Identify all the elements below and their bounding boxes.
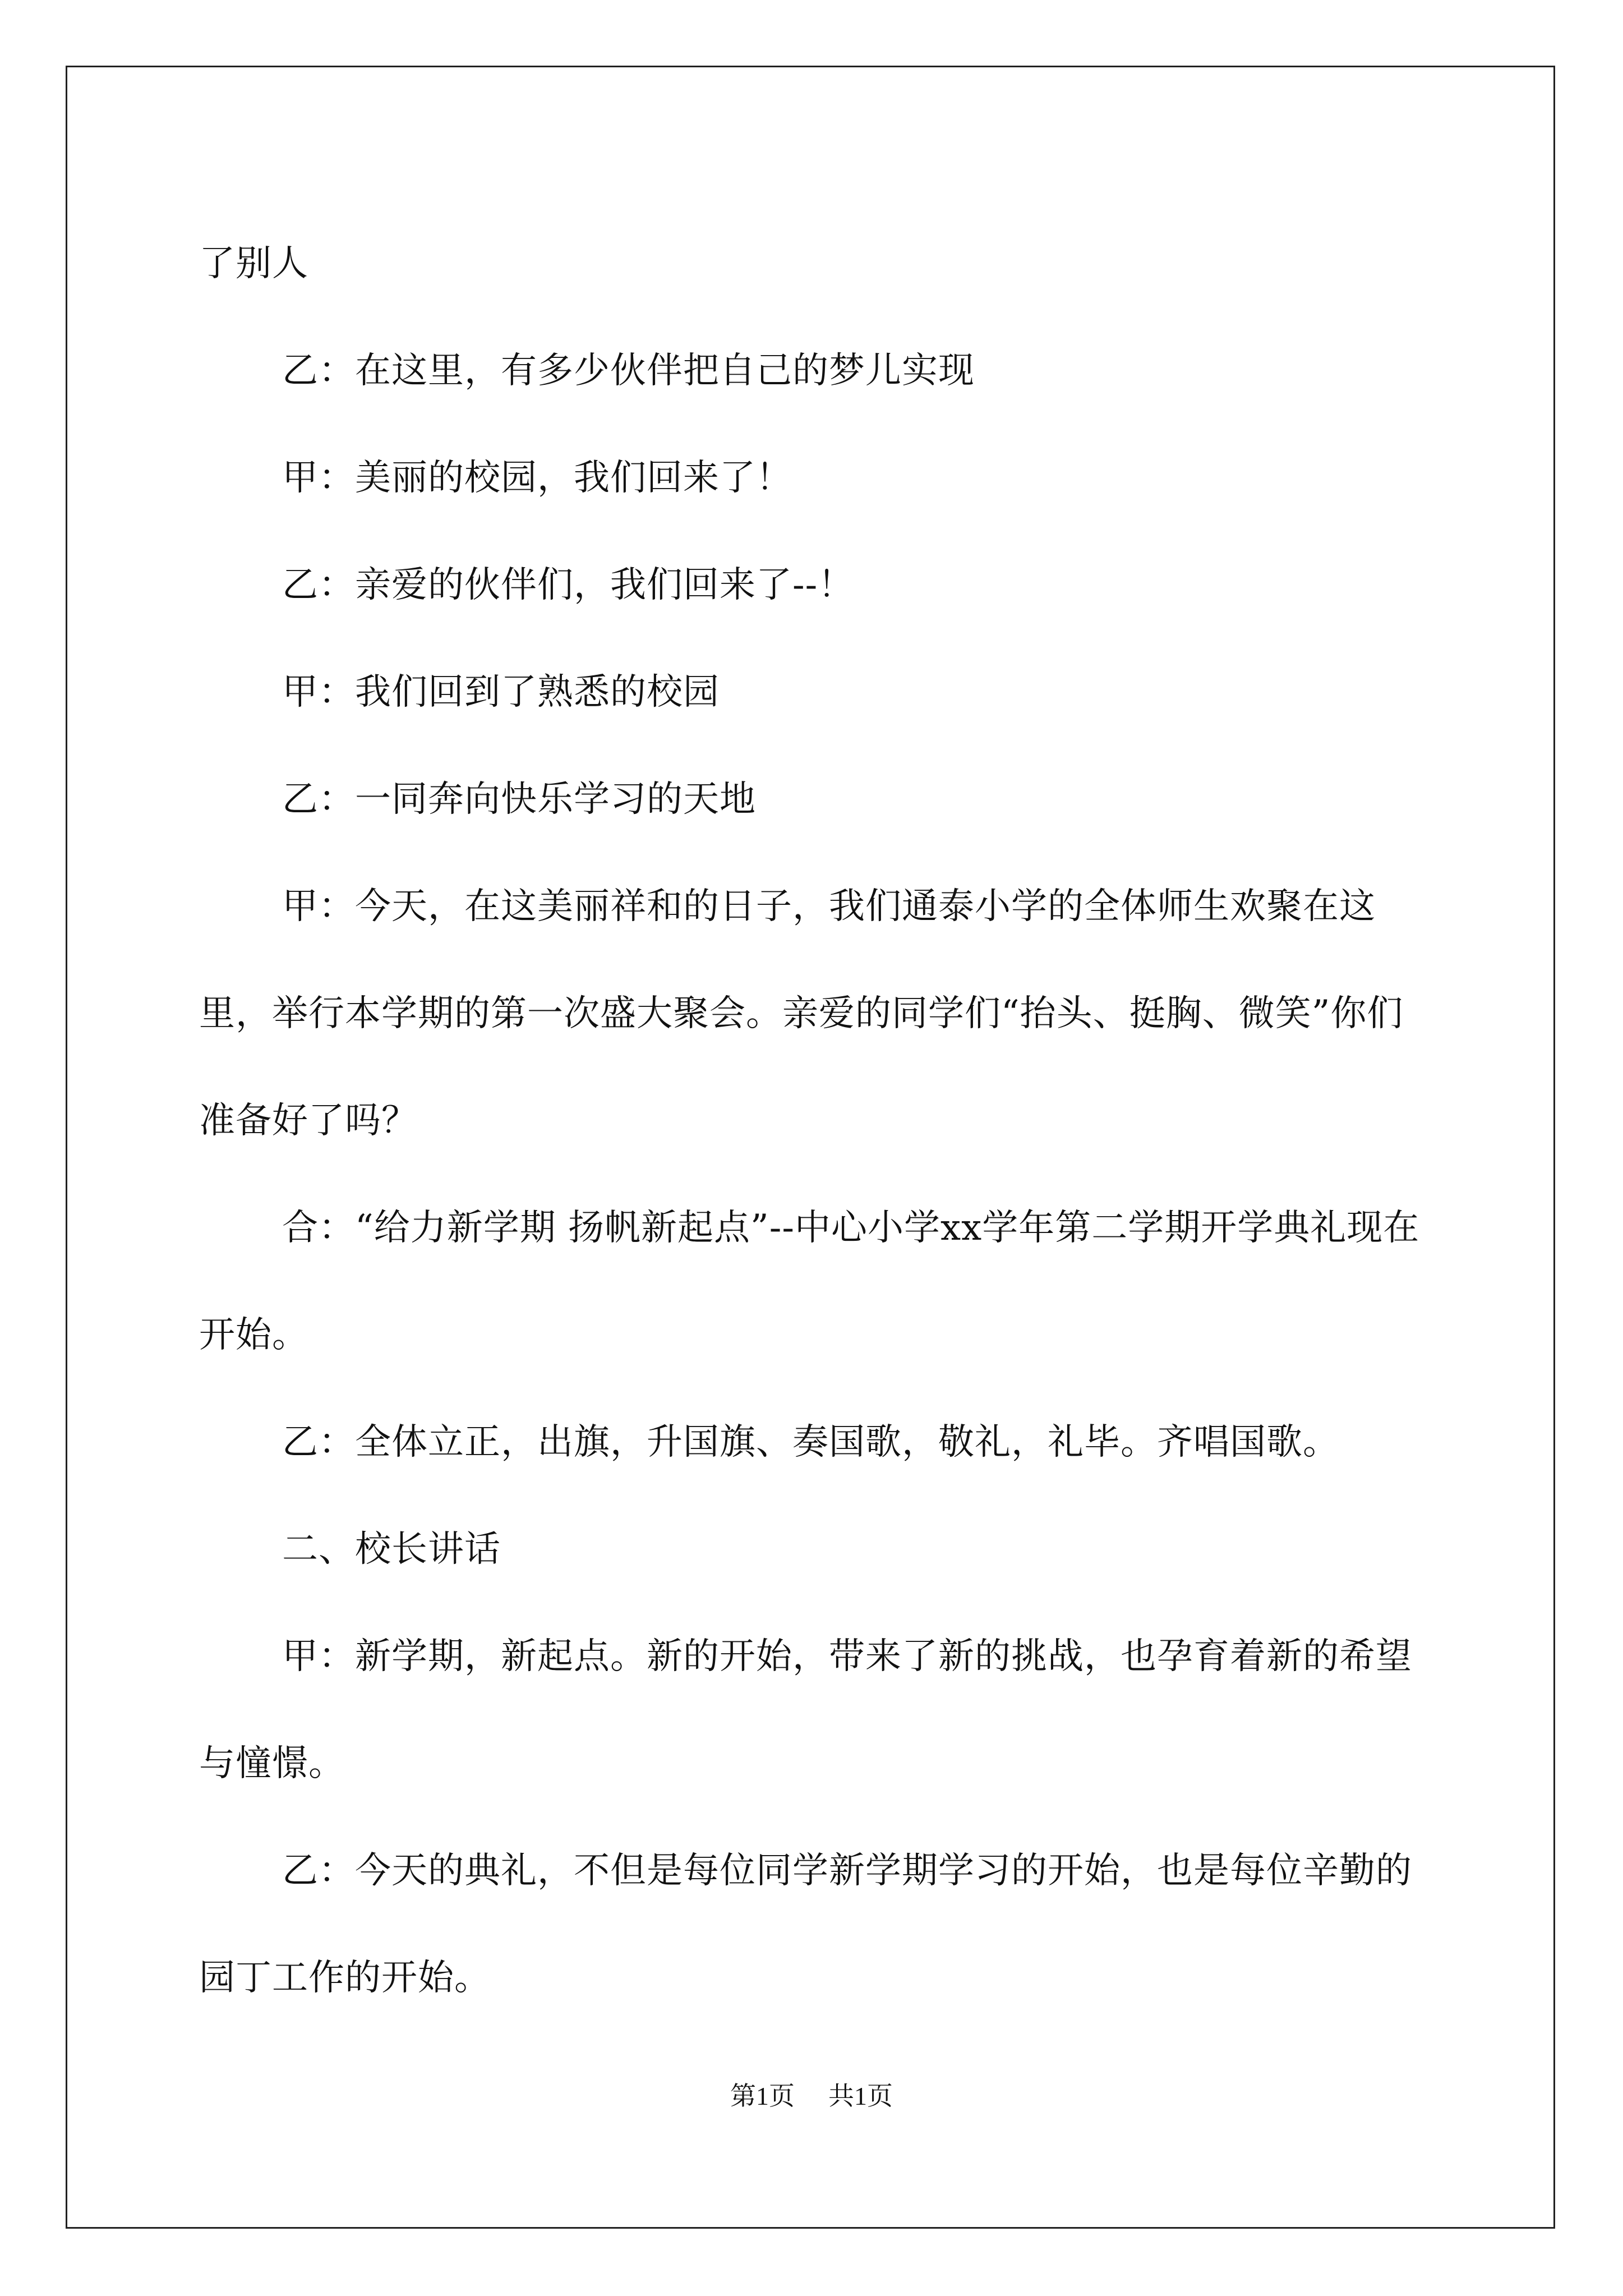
paragraph-10: 二、校长讲话 xyxy=(282,1529,501,1570)
paragraph-4: 乙：亲爱的伙伴们，我们回来了--！ xyxy=(282,564,855,606)
paragraph-3: 甲：美丽的校园，我们回来了！ xyxy=(282,457,792,499)
page-footer xyxy=(0,2076,1623,2113)
paragraph-6: 乙：一同奔向快乐学习的天地 xyxy=(282,779,756,820)
page-number: 第1页 xyxy=(730,2082,795,2110)
paragraph-2: 乙：在这里，有多少伙伴把自己的梦儿实现 xyxy=(282,350,975,392)
paragraph-11: 甲：新学期，新起点。新的开始，带来了新的挑战，也孕育着新的希望与憧憬。 xyxy=(199,1636,1412,1784)
page-total: 共1页 xyxy=(828,2082,893,2110)
paragraph-7: 甲：今天，在这美丽祥和的日子，我们通泰小学的全体师生欢聚在这里，举行本学期的第一次盛大聚会。亲爱的同学们“抬头、挺胸、微笑”你们准备好了吗？ xyxy=(199,886,1404,1142)
paragraph-1: 了别人 xyxy=(199,243,308,284)
paragraph-12: 乙：今天的典礼，不但是每位同学新学期学习的开始，也是每位辛勤的园丁工作的开始。 xyxy=(199,1850,1412,1999)
paragraph-9: 乙：全体立正，出旗，升国旗、奏国歌，敬礼，礼毕。齐唱国歌。 xyxy=(282,1421,1339,1463)
paragraph-8: 合：“给力新学期 扬帆新起点”--中心小学xx学年第二学期开学典礼现在开始。 xyxy=(199,1207,1420,1356)
paragraph-5: 甲：我们回到了熟悉的校园 xyxy=(282,671,720,713)
document-body xyxy=(199,210,1433,2032)
